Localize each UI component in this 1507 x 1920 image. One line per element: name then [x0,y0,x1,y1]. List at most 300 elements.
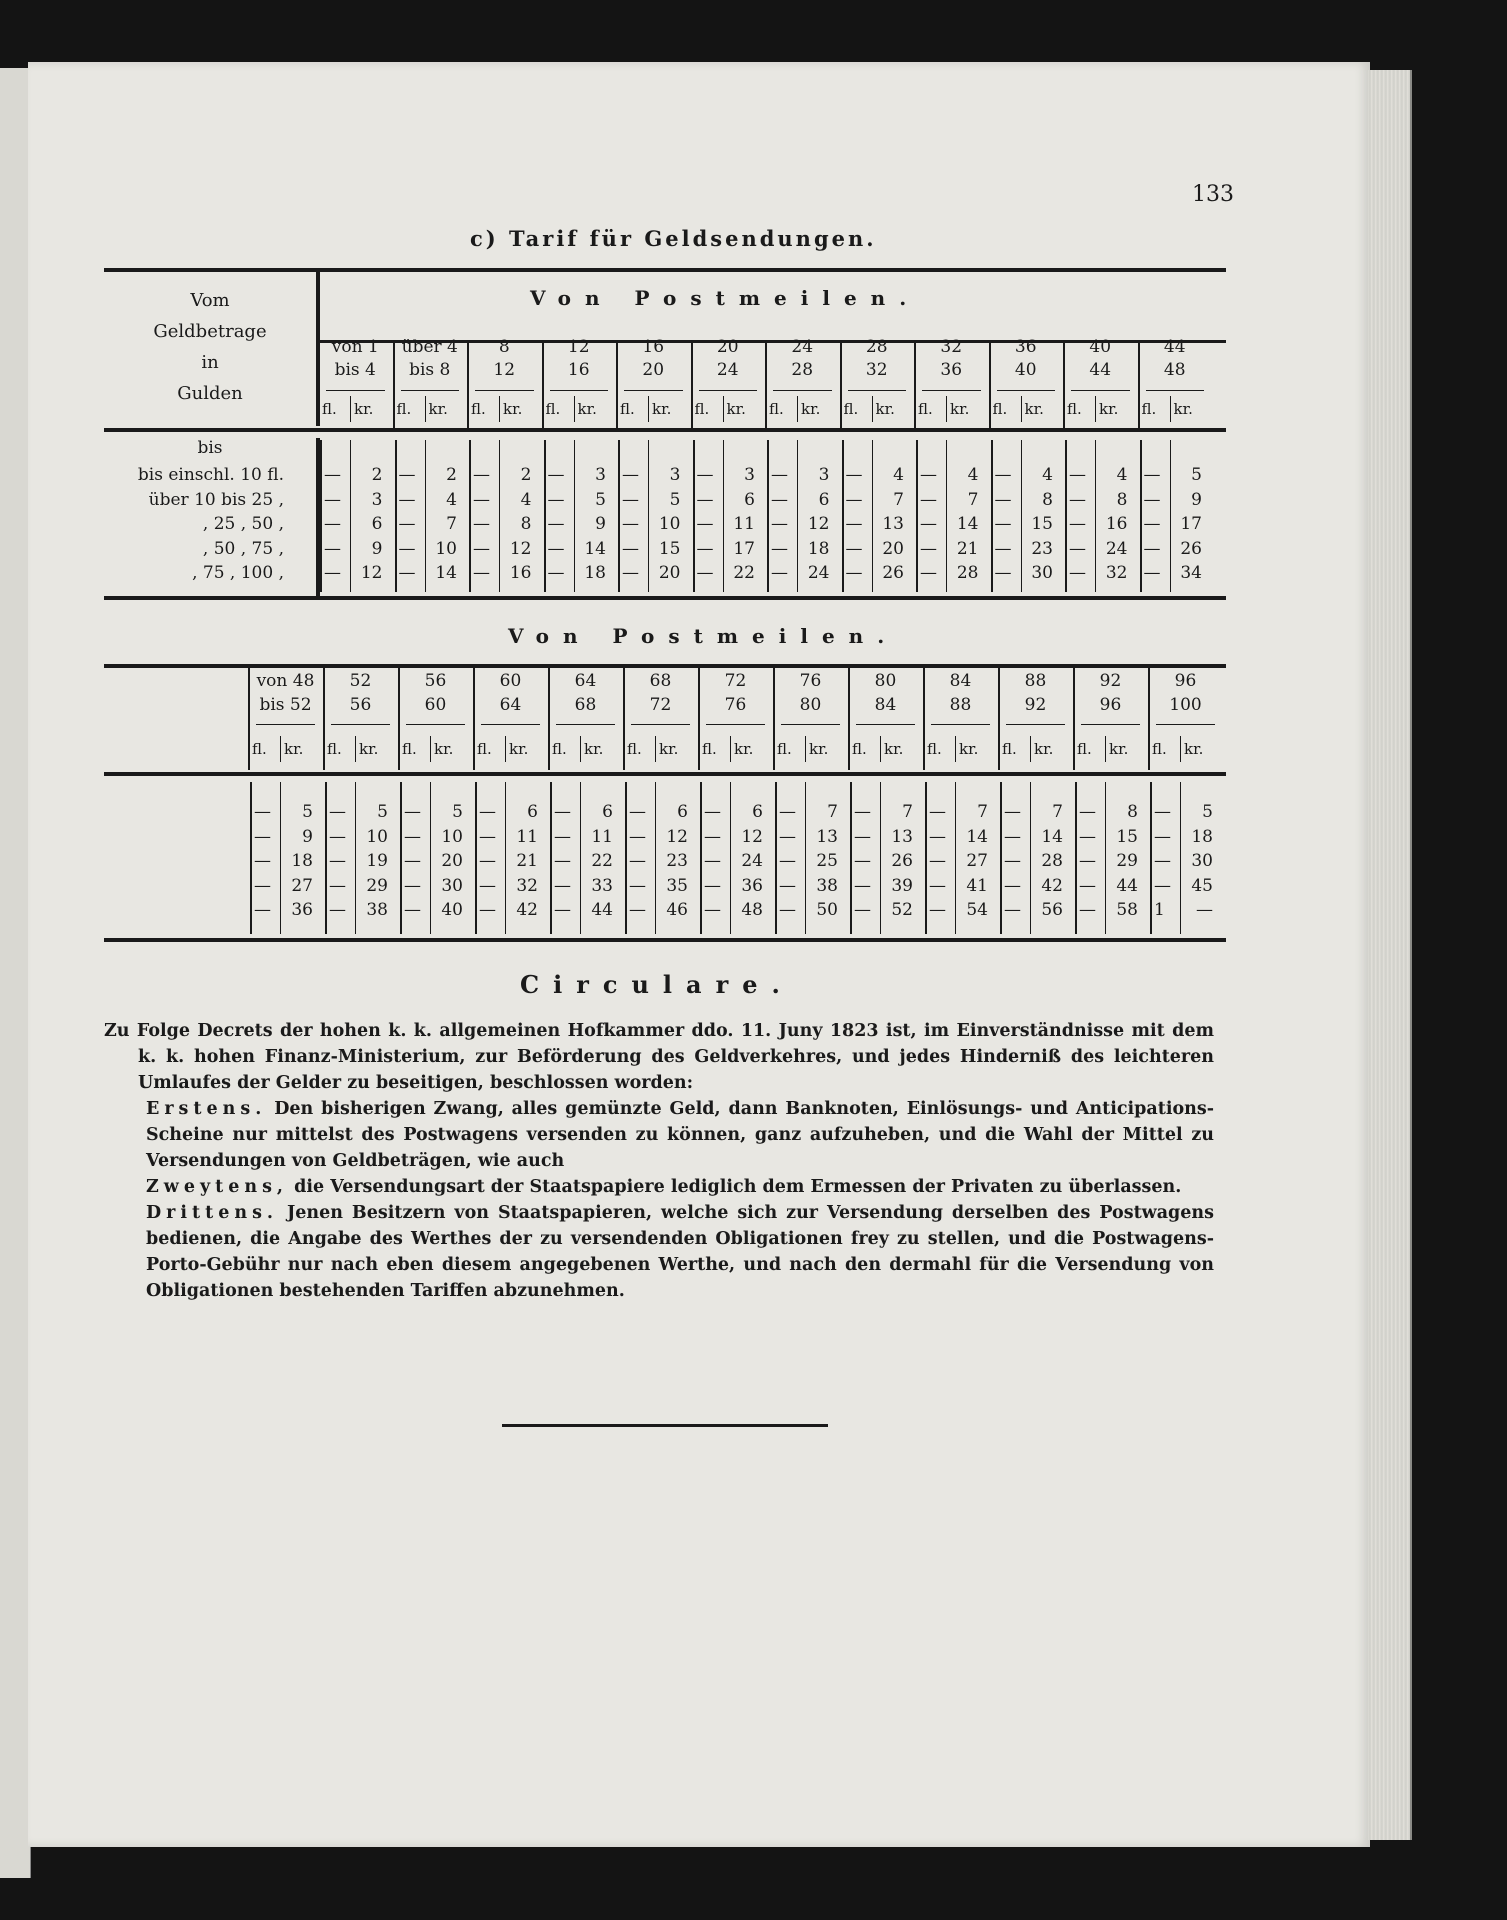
fl-dash: — [1069,563,1086,583]
distance-range-to: 80 [799,695,822,715]
fl-dash: — [622,514,639,534]
kr-value: 12 [509,538,532,559]
distance-header: Von Postmeilen. [530,286,921,310]
kr-value: 19 [366,851,388,871]
distance-range-from: 76 [799,671,822,691]
fl-dash: — [479,802,496,822]
kr-value: 26 [891,851,913,871]
distance-range-to: 40 [1014,360,1037,380]
distance-range-to: 60 [424,695,447,715]
kr-value: 4 [967,465,979,485]
distance-range-to: 36 [940,360,963,380]
fl-dash: — [854,875,871,896]
kr-value: 18 [1191,826,1213,847]
body-column-rule [550,782,552,934]
body-column-rule [767,440,769,592]
fl-dash: — [329,875,346,896]
unit-divider [805,736,806,762]
kr-value: 13 [891,826,913,847]
first-lead: Erstens. [146,1099,267,1119]
unit-rule [550,390,609,391]
unit-kr: kr. [1109,740,1129,758]
fl-dash: — [398,489,416,510]
unit-rule [1071,390,1130,391]
unit-divider [1021,396,1022,422]
page-edges [1368,70,1412,1840]
kr-value: 20 [658,563,681,583]
kr-value: 30 [1191,851,1213,871]
kr-value: 4 [1042,465,1053,485]
body-column-rule [475,782,477,934]
fl-dash: — [1143,465,1161,485]
distance-range-from: 64 [574,671,597,691]
left-page-edge [0,68,31,1878]
kr-value: 24 [807,563,830,583]
kr-value: 14 [435,563,457,583]
unit-kr: kr. [875,400,895,418]
fl-dash: — [845,514,863,534]
fl-dash: — [473,563,490,583]
fl-dash: — [479,826,496,847]
distance-range-to: 48 [1163,360,1186,380]
distance-range-to: 88 [949,695,972,715]
kr-value: 14 [966,826,988,847]
unit-divider [505,736,506,762]
kr-value: 7 [1052,802,1063,822]
kr-value: 9 [1191,489,1202,510]
kr-value: 20 [882,538,904,559]
fl-dash: — [254,875,271,896]
distance-range-from: 96 [1174,671,1197,691]
fl-dash: — [329,802,346,822]
fl-dash: — [920,538,937,559]
distance-range-from: von 48 [256,671,315,691]
fl-dash: — [845,538,863,559]
kr-value: 5 [669,489,681,510]
third-lead: Drittens. [146,1203,279,1223]
kr-value: 8 [1042,489,1053,510]
unit-rule [706,724,765,725]
kr-value: 8 [520,514,532,534]
fl-dash: — [994,538,1012,559]
unit-divider [880,736,881,762]
kr-value: 12 [807,514,830,534]
distance-range-to: 68 [574,695,597,715]
first-text: Den bisherigen Zwang, alles gemünzte Geld, dann Banknoten, Einlösungs- und Anticipations-Scheine nur mittelst des Postwagens versenden zu können, ganz aufzuheben, und die Wahl der Mittel zu Versendungen von Geldbeträgen, wie auch [146,1099,1214,1171]
unit-rule [922,390,981,391]
kr-value: 27 [291,875,313,896]
body-column-rule [400,782,402,934]
unit-kr: kr. [584,740,604,758]
kr-value: 6 [602,802,613,822]
kr-value: 16 [509,563,532,583]
distance-range-from: 16 [642,337,665,357]
fl-dash: — [854,826,871,847]
fl-dash: — [854,851,871,871]
fl-dash: — [845,465,863,485]
body-column-rule [1065,440,1067,592]
row-label: über 10 bis 25 , [148,489,284,510]
unit-fl: fl. [396,400,412,418]
kr-value: 5 [452,802,463,822]
kr-value: 21 [956,538,979,559]
kr-value: 15 [1031,514,1053,534]
kr-value: 5 [302,802,313,822]
kr-value: 2 [446,465,457,485]
fl-dash: — [1154,802,1171,822]
body-column-rule [1075,782,1077,934]
distance-range-from: von 1 [331,337,379,357]
tariff-title: c) Tarif für Geldsendungen. [470,226,877,251]
fl-dash: — [1154,851,1171,871]
fl-dash: — [1069,465,1086,485]
unit-divider [1105,736,1106,762]
kr-value: 25 [816,851,838,871]
distance-range-from: 92 [1099,671,1122,691]
unit-divider [430,736,431,762]
fl-dash: — [994,514,1012,534]
distance-range-to: 28 [791,360,814,380]
fl-dash: — [554,900,571,920]
fl-dash: — [854,900,871,920]
circular-third [104,1200,1214,1304]
unit-fl: fl. [1141,400,1157,418]
fl-dash: — [1154,875,1171,896]
kr-value: 4 [1116,465,1128,485]
circular-intro: Zu Folge Decrets der hohen k. k. allgemeinen Hofkammer ddo. 11. Juny 1823 ist, im Einverständnisse mit dem k. k. hohen Finanz-Ministerium, zur Beförderung des Geldverkehres, und jedes Hinderniß des leichteren Umlaufes der Gelder zu beseitigen, beschlossen worden: [104,1021,1214,1093]
kr-value: 34 [1180,563,1202,583]
kr-value: 12 [741,826,763,847]
kr-value: 23 [666,851,688,871]
fl-dash: — [1143,563,1161,583]
fl-dash: — [771,465,788,485]
kr-value: 41 [966,875,988,896]
row-label: , 50 , 75 , [202,538,284,559]
distance-range-from: 84 [949,671,972,691]
fl-dash: — [845,563,863,583]
kr-value: 8 [1127,802,1138,822]
distance-range-from: 52 [349,671,372,691]
fl-dash: — [329,851,346,871]
third-text: Jenen Besitzern von Staatspapieren, welche sich zur Versendung derselben des Postwagens bedienen, die Angabe des Werthes der zu versendenden Obligationen frey zu stellen, und die Postwagens-Porto-Gebühr nur nach eben diesem angegebenen Werthe, und nach den dermahl für die Versendung von Obligationen bestehenden Tariffen abzunehmen. [146,1203,1215,1301]
fl-dash: — [622,489,639,510]
kr-value: 18 [291,851,313,871]
fl-dash: — [1079,900,1096,920]
kr-value: 33 [591,875,613,896]
fl-dash: — [1004,900,1021,920]
kr-value: 22 [591,851,613,871]
unit-fl: fl. [918,400,933,418]
kr-value: 7 [977,802,988,822]
fl-dash: — [254,851,271,871]
fl-dash: — [1154,826,1171,847]
fl-dash: — [696,563,714,583]
distance-range-from: 56 [424,671,447,691]
kr-value: 36 [291,900,313,920]
fl-dash: — [845,489,863,510]
distance-range-from: 8 [498,337,510,357]
unit-divider [425,396,426,422]
unit-fl: fl. [477,740,492,758]
kr-value: 13 [882,514,904,534]
distance-range-from: 60 [499,671,522,691]
kr-value: 32 [516,875,538,896]
unit-fl: fl. [927,740,942,758]
unit-rule [1006,724,1065,725]
kr-value: 6 [371,514,383,534]
unit-divider [1170,396,1171,422]
kr-value: 9 [302,826,313,847]
distance-range-to: 64 [499,695,522,715]
kr-value: 50 [816,900,838,920]
unit-divider [730,736,731,762]
unit-fl: fl. [471,400,486,418]
kr-value: 5 [1191,465,1202,485]
kr-value: 24 [1105,538,1128,559]
unit-kr: kr. [1099,400,1119,418]
distance-range-to: 12 [493,360,516,380]
distance-range-from: 80 [874,671,897,691]
kr-value: 4 [893,465,904,485]
kr-value: 22 [733,563,755,583]
row-header-line: Gulden [177,383,243,404]
unit-rule [699,390,758,391]
circular-title: Circulare. [520,970,794,999]
second-text: die Versendungsart der Staatspapiere lediglich dem Ermessen der Privaten zu überlassen. [294,1177,1182,1197]
body-column-rule [991,440,993,592]
fl-dash: — [554,851,571,871]
kr-value: 5 [377,802,388,822]
unit-kr: kr. [359,740,379,758]
kr-value: 39 [891,875,913,896]
fl-dash: — [398,465,416,485]
row-label: , 25 , 50 , [202,514,284,534]
unit-rule [997,390,1056,391]
kr-value: 3 [595,465,606,485]
distance-range-from: 88 [1024,671,1047,691]
unit-rule [856,724,915,725]
unit-rule [781,724,840,725]
body-column-rule [700,782,702,934]
fl-dash: — [404,900,421,920]
fl-dash: — [1143,514,1161,534]
fl-dash: — [994,489,1012,510]
kr-value: 32 [1105,563,1128,583]
unit-divider [797,396,798,422]
unit-kr: kr. [959,740,979,758]
kr-value: — [1196,900,1213,920]
table1-header-bottom-rule [104,428,1226,432]
unit-kr: kr. [884,740,904,758]
fl-dash: — [547,563,565,583]
body-column-rule [618,440,620,592]
fl-dash: — [622,465,639,485]
distance-range-to: 84 [874,695,897,715]
kr-value: 3 [744,465,755,485]
fl-dash: — [554,802,571,822]
unit-rule [773,390,832,391]
kr-value: 42 [516,900,538,920]
fl-dash: — [629,875,646,896]
fl-dash: — [994,465,1012,485]
fl-dash: — [704,851,721,871]
distance-range-to: 76 [724,695,747,715]
kr-value: 35 [666,875,688,896]
kr-value: 45 [1191,875,1213,896]
fl-dash: — [479,900,496,920]
body-column-rule [325,782,327,934]
unit-rule [1146,390,1205,391]
unit-rule [624,390,683,391]
fl-dash: — [629,900,646,920]
kr-value: 12 [360,563,383,583]
fl-dash: — [629,826,646,847]
unit-kr: kr. [801,400,821,418]
kr-value: 15 [1116,826,1138,847]
body-column-rule [693,440,695,592]
unit-fl: fl. [852,740,867,758]
unit-divider [1180,736,1181,762]
fl-dash: — [771,538,788,559]
unit-fl: fl. [322,400,337,418]
kr-value: 20 [441,851,463,871]
kr-value: 7 [827,802,838,822]
second-lead: Zweytens, [146,1177,289,1197]
fl-dash: — [404,851,421,871]
fl-dash: — [398,538,416,559]
unit-divider [1095,396,1096,422]
unit-rule [475,390,534,391]
distance-range-to: bis 4 [334,360,376,380]
distance-range-from: 12 [567,337,590,357]
unit-rule [401,390,460,391]
fl-dash: — [920,514,937,534]
fl-dash: — [920,465,937,485]
unit-rule [556,724,615,725]
unit-divider [723,396,724,422]
page-number: 133 [1192,182,1234,207]
kr-value: 11 [591,826,613,847]
fl-dash: — [254,802,271,822]
unit-rule [1156,724,1215,725]
unit-kr: kr. [284,740,304,758]
unit-kr: kr. [726,400,746,418]
kr-value: 36 [741,875,763,896]
fl-dash: — [473,514,490,534]
unit-fl: fl. [627,740,642,758]
kr-value: 58 [1116,900,1138,920]
fl-dash: — [622,563,639,583]
kr-value: 13 [816,826,838,847]
kr-value: 6 [527,802,538,822]
unit-fl: fl. [252,740,267,758]
kr-value: 29 [366,875,388,896]
kr-value: 3 [371,489,383,510]
kr-value: 30 [1031,563,1053,583]
distance-range-to: bis 8 [409,360,451,380]
fl-dash: — [771,563,788,583]
kr-value: 4 [520,489,532,510]
body-column-rule [842,440,844,592]
fl-dash: — [696,465,714,485]
fl-dash: — [324,563,341,583]
unit-rule [1081,724,1140,725]
fl-dash: — [398,563,416,583]
fl-dash: — [324,489,341,510]
unit-fl: fl. [694,400,710,418]
unit-rule [326,390,385,391]
kr-value: 7 [967,489,979,510]
fl-dash: — [547,489,565,510]
fl-dash: — [920,563,937,583]
fl-dash: — [1069,538,1086,559]
unit-kr: kr. [950,400,970,418]
body-column-rule [250,782,252,934]
fl-dash: — [929,802,946,822]
unit-rule [931,724,990,725]
fl-dash: — [1004,851,1021,871]
kr-value: 9 [371,538,383,559]
distance-range-to: 96 [1099,695,1122,715]
circular-second [104,1174,1214,1200]
body-column-rule [395,440,397,592]
kr-value: 12 [666,826,688,847]
row-header-line: Vom [190,290,230,311]
kr-value: 6 [752,802,763,822]
kr-value: 40 [441,900,463,920]
fl-dash: — [324,538,341,559]
kr-value: 11 [733,514,755,534]
unit-kr: kr. [434,740,454,758]
unit-kr: kr. [734,740,754,758]
kr-value: 7 [902,802,913,822]
unit-fl: fl. [702,740,717,758]
distance-range-from: 68 [649,671,672,691]
kr-value: 9 [595,514,606,534]
fl-dash: — [771,489,788,510]
fl-dash: — [1069,489,1086,510]
fl-dash: — [704,900,721,920]
kr-value: 8 [1116,489,1128,510]
kr-value: 14 [584,538,606,559]
unit-fl: fl. [552,740,567,758]
unit-divider [955,736,956,762]
fl-dash: — [547,514,565,534]
unit-kr: kr. [509,740,529,758]
unit-kr: kr. [354,400,374,418]
fl-dash: — [479,875,496,896]
unit-fl: fl. [402,740,417,758]
fl-dash: — [547,538,565,559]
fl-dash: — [779,826,796,847]
kr-value: 10 [366,826,388,847]
distance-range-to: 24 [716,360,739,380]
body-column-rule [775,782,777,934]
unit-divider [350,396,351,422]
fl-dash: — [1004,826,1021,847]
unit-fl: fl. [769,400,784,418]
unit-fl: fl. [777,740,792,758]
fl-dash: — [398,514,416,534]
unit-divider [946,396,947,422]
kr-value: 17 [733,538,755,559]
unit-kr: kr. [659,740,679,758]
kr-value: 7 [893,489,904,510]
fl-dash: — [696,489,714,510]
fl-dash: — [929,875,946,896]
distance-range-to: 32 [865,360,888,380]
distance-range-to: 72 [649,695,672,715]
